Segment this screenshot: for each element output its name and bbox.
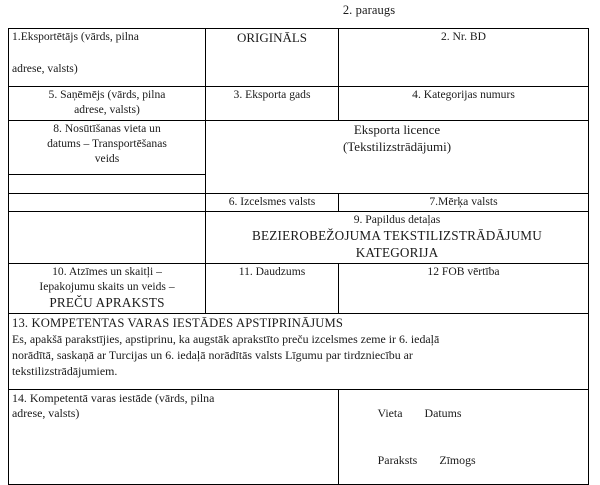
signature-row-1 bbox=[342, 391, 585, 437]
blank-cell-left-3 bbox=[9, 212, 206, 264]
document-header-note bbox=[0, 3, 600, 18]
blank-cell-left-1 bbox=[9, 175, 206, 194]
table-row-2 bbox=[9, 87, 589, 121]
field-licence-title-line1: Eksporta licence bbox=[353, 122, 441, 137]
field-exporter-line1: 1.Eksportētājs (vārds, pilna bbox=[12, 30, 139, 43]
table-row-8 bbox=[9, 314, 589, 390]
table-row-5 bbox=[9, 194, 589, 212]
signature-label-date: Datums bbox=[424, 406, 462, 421]
table-row-6 bbox=[9, 212, 589, 264]
field-original-label: ORIGINĀLS bbox=[206, 29, 339, 87]
field-export-year: 3. Eksporta gads bbox=[206, 87, 339, 121]
field-competent-authority bbox=[9, 390, 339, 485]
field-marks-line2: Iepakojumu skaits un veids – bbox=[39, 279, 175, 293]
field-competent-authority-line1: 14. Kompetentā varas iestāde (vārds, pilna bbox=[12, 391, 215, 405]
field-category-number: 4. Kategorijas numurs bbox=[339, 87, 589, 121]
signature-row-2 bbox=[342, 437, 585, 483]
field-place-of-dispatch-line1: 8. Nosūtīšanas vieta un bbox=[53, 122, 161, 135]
table-row-1 bbox=[9, 29, 589, 87]
field-fob-value: 12 FOB vērtība bbox=[339, 264, 589, 314]
table-row-7 bbox=[9, 264, 589, 314]
field-exporter bbox=[9, 29, 206, 87]
field-additional-details-line2: BEZIEROBEŽOJUMA TEKSTILIZSTRĀDĀJUMU bbox=[252, 227, 542, 243]
signature-label-signature: Paraksts bbox=[377, 452, 418, 467]
field-certification-line1: Es, apakšā parakstījies, apstiprinu, ka augstāk aprakstīto preču izcelsmes zeme ir 6. iedaļā bbox=[12, 332, 440, 347]
header-note-text: 2. paraugs bbox=[342, 3, 396, 17]
field-certification-title: 13. KOMPETENTAS VARAS IESTĀDES APSTIPRINĀJUMS bbox=[12, 316, 344, 330]
table-row-3 bbox=[9, 121, 589, 175]
field-licence-title bbox=[206, 121, 589, 194]
signature-label-stamp: Zīmogs bbox=[439, 452, 476, 467]
field-exporter-line2: adrese, valsts) bbox=[12, 61, 78, 75]
field-consignee-line1: 5. Saņēmējs (vārds, pilna bbox=[48, 88, 166, 101]
field-certification-line2: norādītā, saskaņā ar Turcijas un 6. iedaļā norādītās valsts Līgumu par tirdzniecību ar bbox=[12, 347, 413, 362]
field-country-of-destination: 7.Mērķa valsts bbox=[339, 194, 589, 212]
field-consignee bbox=[9, 87, 206, 121]
field-certification bbox=[9, 314, 589, 390]
field-additional-details-line3: KATEGORIJA bbox=[355, 244, 439, 260]
field-competent-authority-line2: adrese, valsts) bbox=[12, 406, 80, 421]
field-marks-line3: PREČU APRAKSTS bbox=[49, 294, 165, 310]
blank-cell-left-2 bbox=[9, 194, 206, 212]
field-consignee-line2: adrese, valsts) bbox=[74, 102, 140, 116]
field-licence-title-line2: (Tekstilizstrādājumi) bbox=[342, 138, 452, 154]
field-bd-number: 2. Nr. BD bbox=[339, 29, 589, 87]
field-additional-details-line1: 9. Papildus detaļas bbox=[353, 213, 441, 226]
field-place-of-dispatch-line2: datums – Transportēšanas bbox=[47, 136, 167, 150]
field-signature-block bbox=[339, 390, 589, 485]
field-quantity: 11. Daudzums bbox=[206, 264, 339, 314]
signature-label-place: Vieta bbox=[377, 406, 403, 421]
table-row-9 bbox=[9, 390, 589, 485]
field-marks-and-numbers bbox=[9, 264, 206, 314]
field-certification-line3: tekstilizstrādājumiem. bbox=[12, 363, 118, 378]
field-place-of-dispatch bbox=[9, 121, 206, 175]
export-licence-form-table bbox=[8, 28, 589, 485]
field-additional-details bbox=[206, 212, 589, 264]
field-marks-line1: 10. Atzīmes un skaitļi – bbox=[52, 265, 162, 278]
field-country-of-origin: 6. Izcelsmes valsts bbox=[206, 194, 339, 212]
field-place-of-dispatch-line3: veids bbox=[94, 151, 120, 165]
